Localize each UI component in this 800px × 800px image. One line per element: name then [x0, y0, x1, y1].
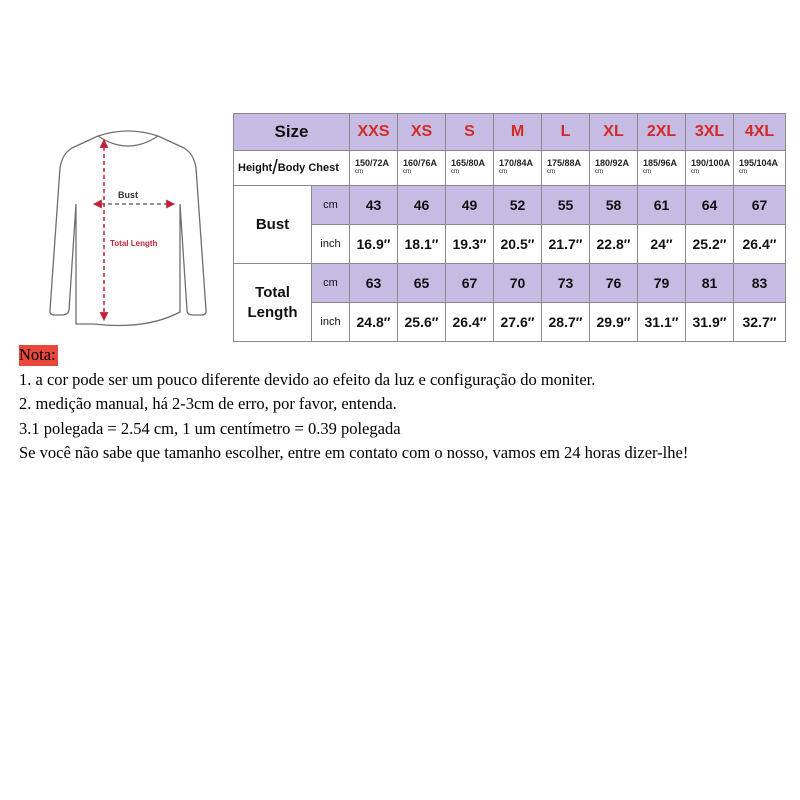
- height-chest-cell: 180/92A cm: [590, 151, 638, 186]
- nota-heading: Nota:: [19, 345, 56, 364]
- total-length-line2: Length: [247, 303, 298, 321]
- bust-inch-cell: 19.3″: [446, 225, 494, 264]
- total-length-line1: Total: [255, 283, 290, 301]
- size-xl: XL: [590, 114, 638, 151]
- length-cm-cell: 65: [398, 264, 446, 303]
- bust-inch-cell: 26.4″: [734, 225, 786, 264]
- total-length-label: [234, 264, 312, 342]
- height-chest-cell: 190/100A cm: [686, 151, 734, 186]
- bust-cm-cell: 43: [350, 186, 398, 225]
- height-chest-cell: 160/76A cm: [398, 151, 446, 186]
- length-cm-cell: 83: [734, 264, 786, 303]
- unit-inch-label: inch: [312, 303, 350, 342]
- notes-section: [19, 343, 794, 466]
- height-chest-cell: 175/88A cm: [542, 151, 590, 186]
- bust-inch-cell: 18.1″: [398, 225, 446, 264]
- length-inch-row: [234, 303, 786, 342]
- length-inch-cell: 31.9″: [686, 303, 734, 342]
- bust-inch-row: [234, 225, 786, 264]
- length-inch-cell: 29.9″: [590, 303, 638, 342]
- bust-label: Bust: [234, 186, 312, 264]
- size-chart-table: [233, 113, 786, 342]
- length-inch-cell: 31.1″: [638, 303, 686, 342]
- length-cm-cell: 79: [638, 264, 686, 303]
- size-3xl: 3XL: [686, 114, 734, 151]
- shirt-measurement-diagram: [46, 124, 210, 330]
- bust-label: Bust: [118, 190, 138, 200]
- bust-cm-cell: 52: [494, 186, 542, 225]
- length-cm-cell: 81: [686, 264, 734, 303]
- bust-cm-cell: 61: [638, 186, 686, 225]
- bust-inch-cell: 25.2″: [686, 225, 734, 264]
- slash-glyph: /: [272, 156, 278, 179]
- note-line: 1. a cor pode ser um pouco diferente devido ao efeito da luz e configuração do moniter.: [19, 369, 596, 389]
- length-cm-cell: 63: [350, 264, 398, 303]
- size-4xl: 4XL: [734, 114, 786, 151]
- size-l: L: [542, 114, 590, 151]
- length-cm-cell: 67: [446, 264, 494, 303]
- total-length-label: Total Length: [110, 239, 158, 248]
- size-header-label: Size: [234, 114, 350, 151]
- bust-cm-cell: 49: [446, 186, 494, 225]
- bust-inch-cell: 21.7″: [542, 225, 590, 264]
- length-cm-cell: 76: [590, 264, 638, 303]
- unit-cm-label: cm: [312, 186, 350, 225]
- length-inch-cell: 28.7″: [542, 303, 590, 342]
- length-inch-cell: 24.8″: [350, 303, 398, 342]
- unit-inch-label: inch: [312, 225, 350, 264]
- bust-inch-cell: 22.8″: [590, 225, 638, 264]
- height-chest-cell: 185/96A cm: [638, 151, 686, 186]
- note-line: Se você não sabe que tamanho escolher, entre em contato com o nosso, vamos em 24 horas dizer-lhe!: [19, 443, 689, 462]
- size-m: M: [494, 114, 542, 151]
- bust-cm-cell: 46: [398, 186, 446, 225]
- note-line: 2. medição manual, há 2-3cm de erro, por favor, entenda.: [19, 394, 397, 413]
- height-chest-cell: 170/84A cm: [494, 151, 542, 186]
- height-chest-row: [234, 151, 786, 186]
- height-chest-cell: 150/72A cm: [350, 151, 398, 186]
- length-inch-cell: 32.7″: [734, 303, 786, 342]
- bust-cm-cell: 64: [686, 186, 734, 225]
- length-cm-cell: 73: [542, 264, 590, 303]
- height-label: Height: [238, 161, 273, 174]
- size-xxs: XXS: [350, 114, 398, 151]
- length-cm-cell: 70: [494, 264, 542, 303]
- bust-cm-cell: 55: [542, 186, 590, 225]
- note-line: 3.1 polegada = 2.54 cm, 1 um centímetro = 0.39 polegada: [19, 418, 401, 438]
- size-s: S: [446, 114, 494, 151]
- bust-inch-cell: 20.5″: [494, 225, 542, 264]
- shirt-outline: [50, 131, 206, 326]
- bust-inch-cell: 24″: [638, 225, 686, 264]
- height-chest-cell: 195/104A cm: [734, 151, 786, 186]
- height-chest-cell: 165/80A cm: [446, 151, 494, 186]
- length-inch-cell: 25.6″: [398, 303, 446, 342]
- bust-cm-row: [234, 186, 786, 225]
- size-xs: XS: [398, 114, 446, 151]
- bust-cm-cell: 67: [734, 186, 786, 225]
- unit-cm-label: cm: [312, 264, 350, 303]
- length-cm-row: [234, 264, 786, 303]
- length-inch-cell: 26.4″: [446, 303, 494, 342]
- bust-cm-cell: 58: [590, 186, 638, 225]
- bust-inch-cell: 16.9″: [350, 225, 398, 264]
- size-header-row: [234, 114, 786, 151]
- height-chest-label: [234, 151, 350, 186]
- length-inch-cell: 27.6″: [494, 303, 542, 342]
- size-2xl: 2XL: [638, 114, 686, 151]
- body-chest-label: Body Chest: [277, 161, 339, 174]
